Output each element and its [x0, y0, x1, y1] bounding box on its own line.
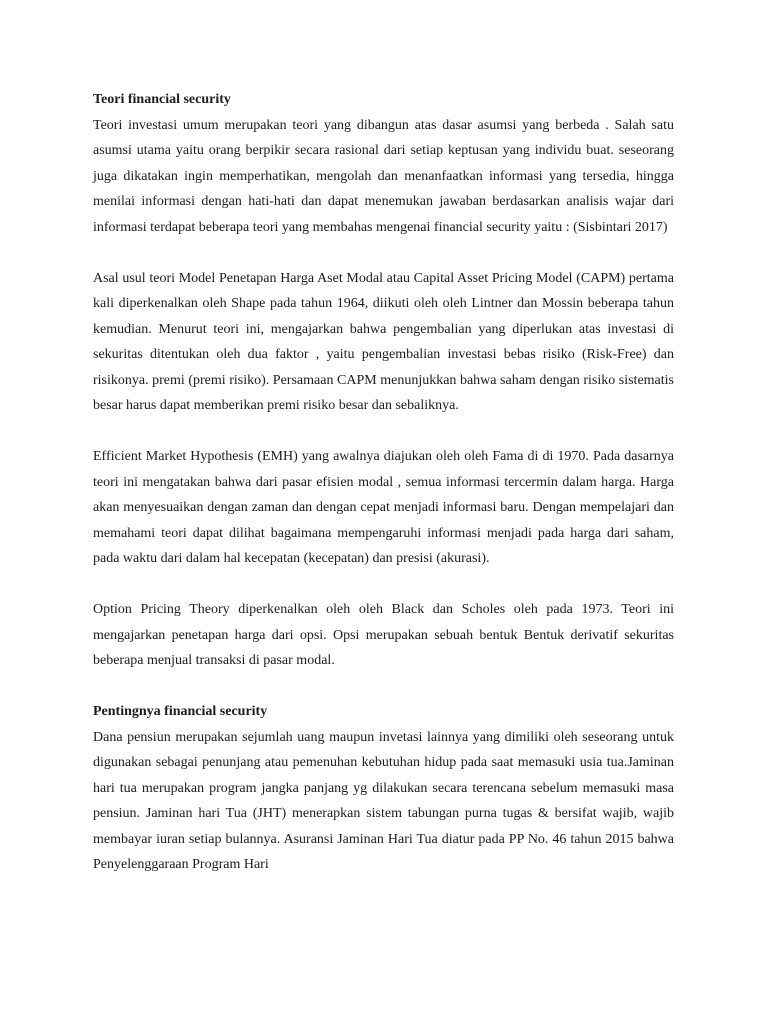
paragraph-dana-pensiun: Dana pensiun merupakan sejumlah uang maupun invetasi lainnya yang dimiliki oleh seseorang untuk digunakan sebagai penunjang atau pemenuhan kebutuhan hidup pada saat memasuki usia tua.Jaminan hari tua merupakan program jangka panjang yg dilakukan secara terencana sebelum memasuki masa pensiun. Jaminan hari Tua (JHT) menerapkan sistem tabungan purna tugas & bersifat wajib, wajib membayar iuran setiap bulannya. Asuransi Jaminan Hari Tua diatur pada PP No. 46 tahun 2015 bahwa Penyelenggaraan Program Hari — [93, 729, 674, 872]
paragraph-gap — [93, 240, 674, 266]
paragraph-teori-investasi: Teori investasi umum merupakan teori yang dibangun atas dasar asumsi yang berbeda . Salah satu asumsi utama yaitu orang berpikir secara rasional dari setiap keptusan yang individu buat. seseorang juga dikatakan ingin memperhatikan, mengolah dan menanfaatkan informasi yang tersedia, hingga menilai informasi dengan hati-hati dan dapat menemukan jawaban berdasarkan analisis wajar dari informasi terdapat beberapa teori yang membahas mengenai financial security yaitu : (Sisbintari 2017) — [93, 117, 674, 235]
paragraph-gap — [93, 674, 674, 700]
paragraph-gap — [93, 572, 674, 598]
section-heading-pentingnya-financial-security: Pentingnya financial security — [93, 704, 268, 719]
paragraph-emh: Efficient Market Hypothesis (EMH) yang awalnya diajukan oleh oleh Fama di di 1970. Pada dasarnya teori ini mengatakan bahwa dari pasar efisien modal , semua informasi tercermin dalam harga. Harga akan menyesuaikan dengan zaman dan dengan cepat menjadi informasi baru. Dengan mempelajari dan memahami teori dapat dilihat bagaimana mempengaruhi informasi menjadi pada harga dari saham, pada waktu dari dalam hal kecepatan (kecepatan) dan presisi (akurasi). — [93, 449, 674, 566]
paragraph-gap — [93, 419, 674, 445]
paragraph-capm: Asal usul teori Model Penetapan Harga Aset Modal atau Capital Asset Pricing Model (CAPM) pertama kali diperkenalkan oleh Shape pada tahun 1964, diikuti oleh oleh Lintner dan Mossin beberapa tahun kemudian. Menurut teori ini, mengajarkan bahwa pengembalian yang diperlukan atas investasi di sekuritas ditentukan oleh dua faktor , yaitu pengembalian investasi bebas risiko (Risk-Free) dan risikonya. premi (premi risiko). Persamaan CAPM menunjukkan bahwa saham dengan risiko sistematis besar harus dapat memberikan premi risiko besar dan sebaliknya. — [93, 270, 674, 413]
section-heading-teori-financial-security: Teori financial security — [93, 92, 231, 107]
paragraph-option-pricing: Option Pricing Theory diperkenalkan oleh oleh Black dan Scholes oleh pada 1973. Teori ini mengajarkan penetapan harga dari opsi. Opsi merupakan sebuah bentuk Bentuk derivatif sekuritas beberapa menjual transaksi di pasar modal. — [93, 602, 674, 668]
